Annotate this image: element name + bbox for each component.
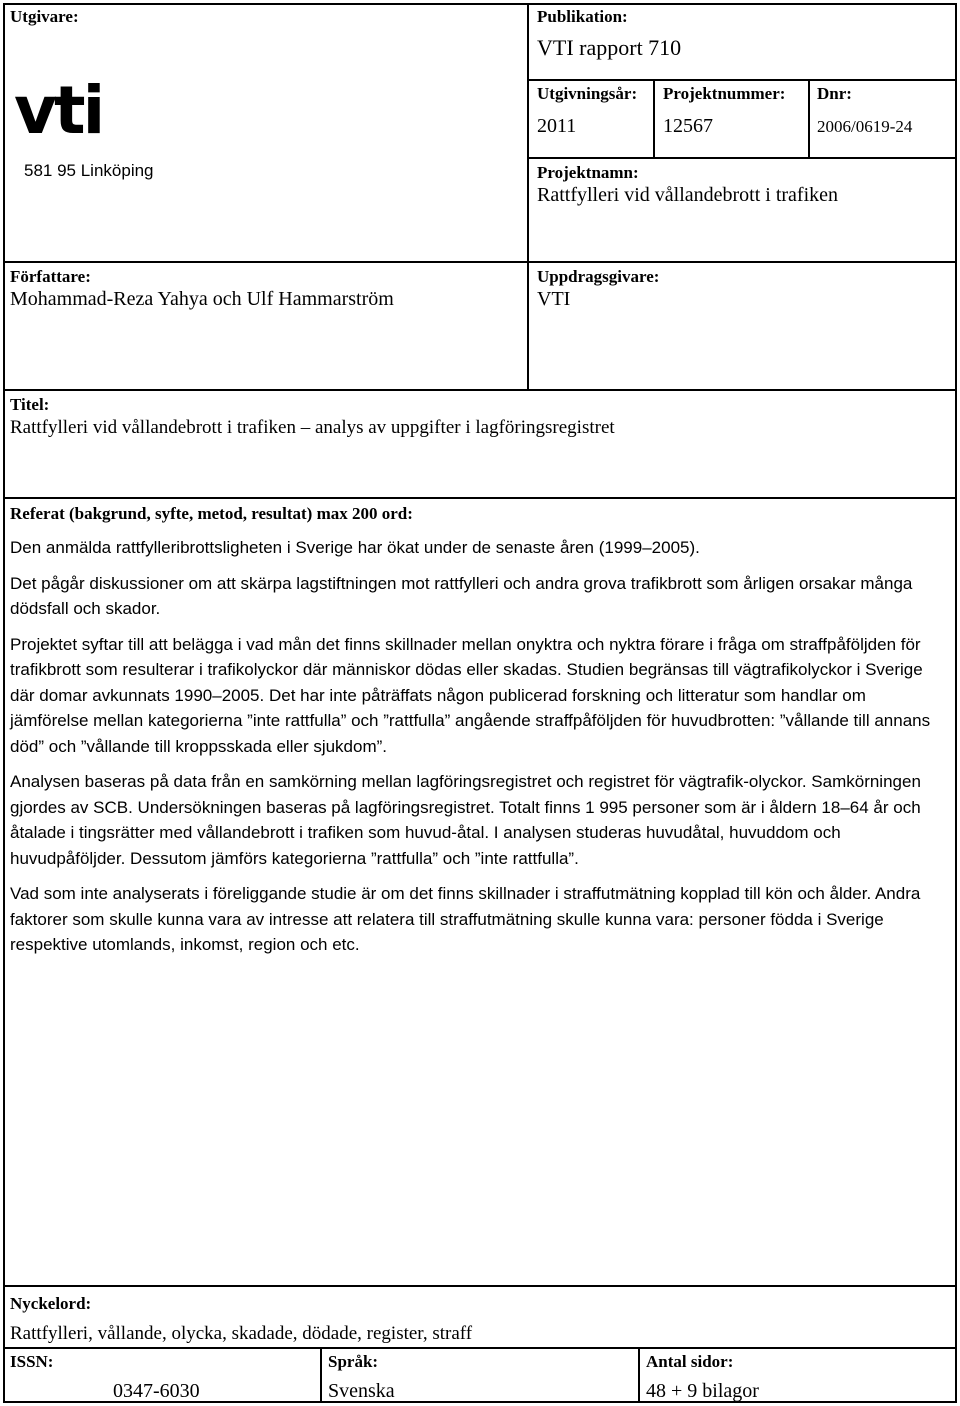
abstract-paragraph: Den anmälda rattfylleribrottsligheten i Sverige har ökat under de senaste åren (1999–2005). [10,538,700,557]
dnr-value: 2006/0619-24 [817,117,913,136]
utgivare-label: Utgivare: [10,7,79,26]
sprak-label: Språk: [328,1352,379,1371]
divider [653,79,655,159]
nyckelord-label: Nyckelord: [10,1294,92,1313]
divider [3,261,957,263]
divider [527,79,957,81]
sprak-value: Svenska [328,1380,395,1402]
projektnummer-label: Projektnummer: [663,84,786,103]
projektnamn-label: Projektnamn: [537,163,639,182]
utgivare-address: 581 95 Linköping [24,161,154,180]
vti-logo: vti [14,72,103,149]
abstract-paragraph: Projektet syftar till att belägga i vad mån det finns skillnader mellan onyktra och nyktra förare i fråga om straffpåföljden för trafikbrott som resulterar i trafikolyckor där människor dödas eller skadas. Studien begränsas till vägtrafikolyckor i Sverige där domar avkunnats 1990–2005. Det har inte påträffats någon publicerad forskning och litteratur som handlar om jämförelse mellan kategorierna ”inte rattfulla” och ”rattfulla” angående straffpåföljden för huvudbrotten: ”vållande till annans död” och ”vållande till kroppsskada eller sjukdom”. [10,634,931,756]
nyckelord-value: Rattfylleri, vållande, olycka, skadade, dödade, register, straff [10,1323,473,1344]
publikation-value: VTI rapport 710 [537,35,682,60]
forfattare-label: Författare: [10,267,91,286]
antal-sidor-label: Antal sidor: [646,1352,734,1371]
divider [3,1285,957,1287]
divider [527,3,529,390]
abstract-paragraph: Det pågår diskussioner om att skärpa lagstiftningen mot rattfylleri och andra grova trafikbrott som årligen orsakar många dödsfall och skador. [10,573,913,618]
uppdragsgivare-label: Uppdragsgivare: [537,267,660,286]
divider [638,1347,640,1403]
divider [3,497,957,499]
divider [3,389,957,391]
divider [320,1347,322,1403]
publikation-label: Publikation: [537,7,628,26]
abstract-paragraph: Vad som inte analyserats i föreliggande studie är om det finns skillnader i straffutmätning kopplad till kön och ålder. Andra faktorer som skulle kunna vara av intresse att relatera till straffutmätning skulle kunna vara: personer födda i Sverige respektive utomlands, inkomst, region och etc. [10,884,921,954]
projektnummer-value: 12567 [663,115,713,137]
dnr-label: Dnr: [817,84,852,103]
antal-sidor-value: 48 + 9 bilagor [646,1380,759,1402]
projektnamn-value: Rattfylleri vid vållandebrott i trafiken [537,184,839,206]
divider [808,79,810,159]
referat-label: Referat (bakgrund, syfte, metod, resultat) max 200 ord: [10,504,413,523]
utgivningsar-label: Utgivningsår: [537,84,638,103]
issn-value: 0347-6030 [113,1380,200,1402]
titel-label: Titel: [10,395,50,414]
divider [3,1347,957,1349]
titel-value: Rattfylleri vid vållandebrott i trafiken – analys av uppgifter i lagföringsregistret [10,417,615,438]
forfattare-value: Mohammad-Reza Yahya och Ulf Hammarström [10,288,394,310]
abstract-body [10,535,945,968]
abstract-paragraph: Analysen baseras på data från en samkörning mellan lagföringsregistret och registret för vägtrafik-olyckor. Samkörningen gjordes av SCB. Undersökningen baseras på lagföringsregistret. Totalt finns 1 995 personer som är i åldern 18–64 år och åtalade i tingsrätter med vållandebrott i trafiken som huvud-åtal. I analysen studeras huvudåtal, huvuddom och huvudpåföljder. Dessutom jämförs kategorierna ”rattfulla” och ”inte rattfulla”. [10,772,921,868]
issn-label: ISSN: [10,1352,54,1371]
divider [527,157,957,159]
uppdragsgivare-value: VTI [537,288,571,310]
utgivningsar-value: 2011 [537,115,577,137]
